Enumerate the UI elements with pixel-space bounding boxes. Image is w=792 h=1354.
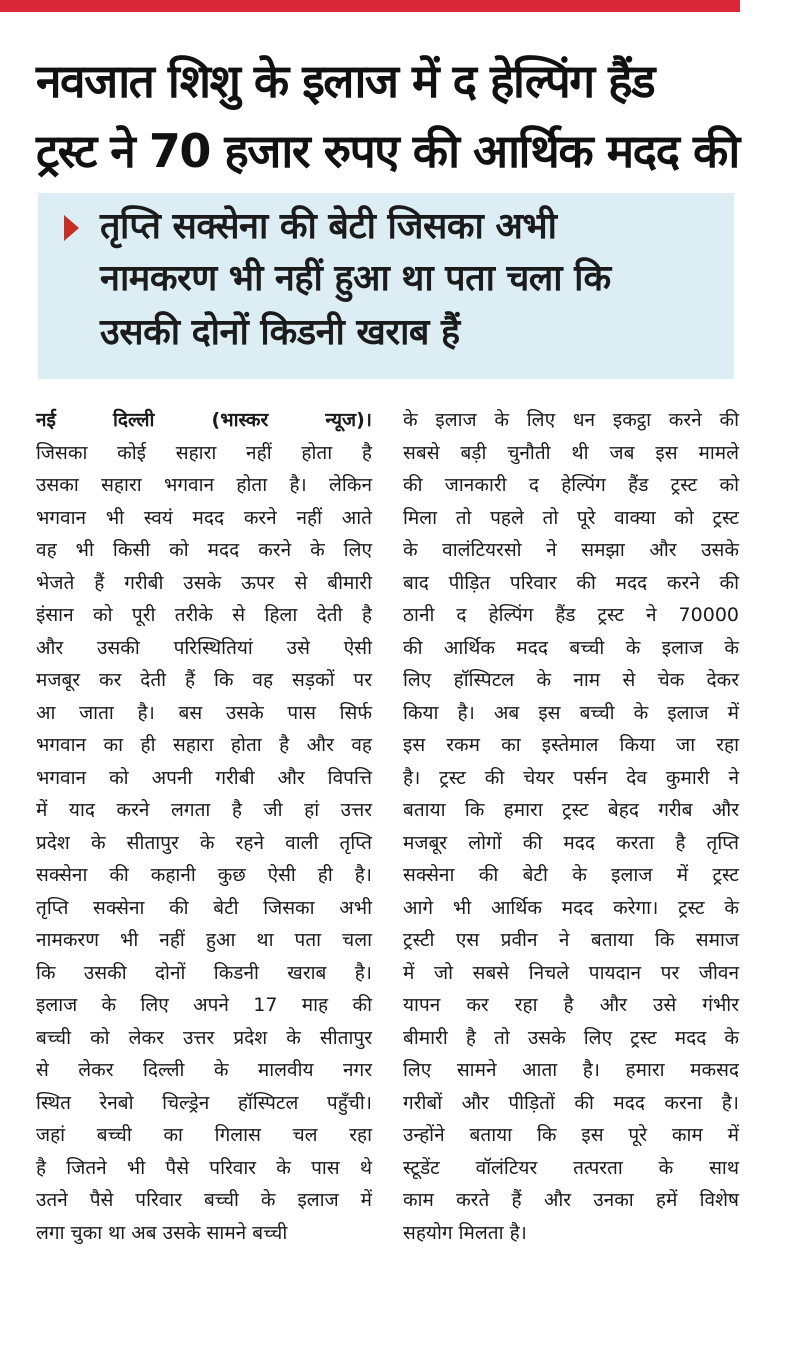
article-text-line: की जानकारी द हेल्पिंग हैंड ट्रस्ट को [403, 474, 739, 496]
article-text-line: किया है। अब इस बच्ची के इलाज में [403, 701, 739, 724]
article-text-line: की आर्थिक मदद बच्ची के इलाज के [403, 636, 739, 659]
article-text-line: गरीबों और पीड़ितों की मदद करना है। [403, 1091, 739, 1114]
article-column-left [36, 404, 372, 1249]
article-text-line: आगे भी आर्थिक मदद करेगा। ट्रस्ट के [403, 896, 739, 919]
article-text-line: से लेकर दिल्ली के मालवीय नगर [36, 1059, 372, 1081]
article-text-line: बीमारी है तो उसके लिए ट्रस्ट मदद के [403, 1026, 739, 1049]
article-text-line: है जितने भी पैसे परिवार के पास थे [36, 1156, 372, 1179]
article-text-line: लगा चुका था अब उसके सामने बच्ची [36, 1221, 288, 1244]
article-text-line: यापन कर रहा है और उसे गंभीर [403, 994, 739, 1016]
article-text-line: इंसान को पूरी तरीके से हिला देती है [36, 604, 372, 626]
subheadline-box [38, 193, 734, 379]
article-text-line: नामकरण भी नहीं हुआ था पता चला [36, 929, 372, 951]
article-text-line: सक्सेना की बेटी के इलाज में ट्रस्ट [403, 864, 739, 886]
article-text-line: लिए हॉस्पिटल के नाम से चेक देकर [403, 669, 739, 691]
article-dateline [36, 404, 372, 437]
article-text-line: भगवान का ही सहारा होता है और वह [36, 734, 372, 756]
article-text-line: वह भी किसी को मदद करने के लिए [36, 539, 372, 561]
article-text-line: भेजते हैं गरीबी उसके ऊपर से बीमारी [36, 571, 372, 594]
article-text-line: सहयोग मिलता है। [403, 1221, 527, 1244]
top-accent-bar [0, 0, 740, 12]
article-text-line: उतने पैसे परिवार बच्ची के इलाज में [36, 1189, 372, 1211]
article-text-line: और उसकी परिस्थितियां उसे ऐसी [36, 636, 372, 659]
article-text-line: ट्रस्टी एस प्रवीन ने बताया कि समाज [403, 929, 739, 951]
article-text-line: बताया कि हमारा ट्रस्ट बेहद गरीब और [403, 799, 739, 821]
article-text-line: बाद पीड़ित परिवार की मदद करने की [403, 571, 739, 594]
article-text-line: तृप्ति सक्सेना की बेटी जिसका अभी [36, 896, 372, 919]
article-text-line: मिला तो पहले तो पूरे वाक्या को ट्रस्ट [403, 506, 739, 529]
article-text-line: मजबूर कर देती हैं कि वह सड़कों पर [36, 669, 372, 691]
article-text-line: काम करते हैं और उनका हमें विशेष [403, 1189, 739, 1211]
headline-line-2: ट्रस्ट ने 70 हजार रुपए की आर्थिक मदद की [36, 124, 739, 178]
article-text-line: के इलाज के लिए धन इकट्ठा करने की [403, 409, 739, 431]
article-text-line: इलाज के लिए अपने 17 माह की [36, 994, 372, 1016]
article-text-line: प्रदेश के सीतापुर के रहने वाली तृप्ति [36, 831, 372, 854]
article-text-line: कि उसकी दोनों किडनी खराब है। [36, 961, 372, 984]
article-text-line: भगवान को अपनी गरीबी और विपत्ति [36, 766, 372, 789]
article-text-line: में जो सबसे निचले पायदान पर जीवन [403, 961, 739, 984]
article-text-line: सक्सेना की कहानी कुछ ऐसी ही है। [36, 864, 372, 886]
article-text-line: ठानी द हेल्पिंग हैंड ट्रस्ट ने 70000 [403, 604, 739, 626]
subheadline-line-1: तृप्ति सक्सेना की बेटी जिसका अभी [100, 206, 557, 247]
article-text-line: लिए सामने आता है। हमारा मकसद [403, 1059, 739, 1081]
article-text-line: स्टूडेंट वॉलंटियर तत्परता के साथ [403, 1156, 739, 1179]
article-text-line: उन्होंने बताया कि इस पूरे काम में [403, 1124, 739, 1146]
article-text-line: में याद करने लगता है जी हां उत्तर [36, 799, 372, 821]
article-text-line: स्थित रेनबो चिल्ड्रेन हॉस्पिटल पहुँची। [36, 1091, 372, 1114]
article-text-line: के वालंटियरसो ने समझा और उसके [403, 539, 739, 561]
article-text-line: सबसे बड़ी चुनौती थी जब इस मामले [403, 441, 739, 464]
article-text-line: जहां बच्ची का गिलास चल रहा [36, 1124, 372, 1146]
article-text-line: इस रकम का इस्तेमाल किया जा रहा [403, 734, 739, 756]
article-text-line: आ जाता है। बस उसके पास सिर्फ [36, 701, 372, 724]
triangle-right-icon [64, 215, 79, 241]
article-text-line: मजबूर लोगों की मदद करता है तृप्ति [403, 831, 739, 854]
subheadline-line-3: उसकी दोनों किडनी खराब हैं [100, 312, 460, 353]
article-text-line: जिसका कोई सहारा नहीं होता है [36, 441, 372, 464]
headline-line-1: नवजात शिशु के इलाज में द हेल्पिंग हैंड [36, 54, 655, 108]
article-text-line: बच्ची को लेकर उत्तर प्रदेश के सीतापुर [36, 1026, 372, 1049]
article-column-right [403, 404, 739, 1249]
article-text-line: उसका सहारा भगवान होता है। लेकिन [36, 474, 372, 496]
dateline-text: नई दिल्ली (भास्कर न्यूज)। [36, 409, 372, 431]
article-text-line: भगवान भी स्वयं मदद करने नहीं आते [36, 506, 372, 529]
headline [36, 46, 746, 186]
subheadline-line-2: नामकरण भी नहीं हुआ था पता चला कि [100, 258, 611, 299]
article-text-line: है। ट्रस्ट की चेयर पर्सन देव कुमारी ने [403, 766, 739, 789]
